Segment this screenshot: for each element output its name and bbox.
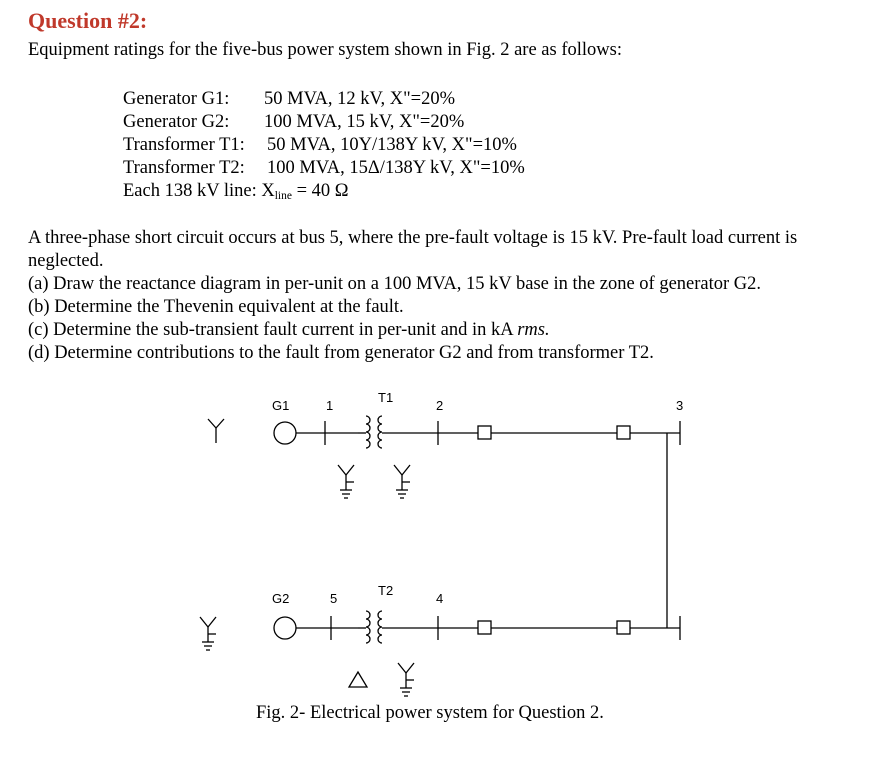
part-c-italic: rms. — [517, 320, 550, 340]
part-b: (b) Determine the Thevenin equivalent at the fault. — [28, 297, 404, 317]
t2-secondary-coil — [378, 611, 382, 643]
g1-wye-symbol — [208, 419, 224, 443]
breaker-2-3-right — [617, 426, 630, 439]
part-a: (a) Draw the reactance diagram in per-unit on a 100 MVA, 15 kV base in the zone of generator G2. — [28, 274, 762, 294]
question-title: Question #2: — [28, 8, 148, 33]
label-bus1: 1 — [326, 398, 334, 413]
label-bus4: 4 — [436, 591, 444, 606]
label-g1: G1 — [272, 398, 290, 413]
problem-statement: A three-phase short circuit occurs at bus 5, where the pre-fault voltage is 15 kV. Pre-fault load current is neglected. — [28, 228, 798, 271]
rating-value: 100 MVA, 15Δ/138Y kV, X"=10% — [267, 158, 525, 178]
rating-value: 50 MVA, 12 kV, X"=20% — [264, 89, 456, 109]
rating-label: Generator G1: — [123, 89, 230, 109]
line-prefix: Each 138 kV line: X — [123, 181, 275, 201]
g1-generator-symbol — [274, 422, 296, 444]
label-t2: T2 — [378, 583, 394, 598]
line-sub: line — [274, 189, 292, 202]
rating-value: 50 MVA, 10Y/138Y kV, X"=10% — [267, 135, 517, 155]
breaker-4-3-right — [617, 621, 630, 634]
t2-primary-coil — [366, 611, 370, 643]
t1-primary-grounded-wye — [338, 465, 354, 498]
figure-caption: Fig. 2- Electrical power system for Question 2. — [256, 703, 604, 723]
part-d: (d) Determine contributions to the fault from generator G2 and from transformer T2. — [28, 343, 654, 363]
g2-generator-symbol — [274, 617, 296, 639]
t2-secondary-grounded-wye — [398, 663, 414, 696]
label-g2: G2 — [272, 591, 290, 606]
rating-label: Transformer T2: — [123, 158, 245, 178]
t1-secondary-grounded-wye — [394, 465, 410, 498]
t1-secondary-coil — [378, 416, 382, 448]
breaker-4-3-left — [478, 621, 491, 634]
intro-text: Equipment ratings for the five-bus power system shown in Fig. 2 are as follows: — [28, 40, 622, 60]
label-bus5: 5 — [330, 591, 338, 606]
t1-primary-coil — [366, 416, 370, 448]
label-bus2: 2 — [436, 398, 444, 413]
g2-grounded-wye-symbol — [200, 617, 216, 650]
rating-label: Generator G2: — [123, 112, 230, 132]
rating-label: Transformer T1: — [123, 135, 245, 155]
line-suffix: = 40 Ω — [291, 181, 349, 201]
rating-value: 100 MVA, 15 kV, X"=20% — [264, 112, 465, 132]
part-c-text: (c) Determine the sub-transient fault current in per-unit and in kA — [28, 320, 513, 340]
t2-delta-symbol — [349, 672, 367, 687]
label-bus3: 3 — [676, 398, 684, 413]
breaker-2-3-left — [478, 426, 491, 439]
label-t1: T1 — [378, 390, 394, 405]
